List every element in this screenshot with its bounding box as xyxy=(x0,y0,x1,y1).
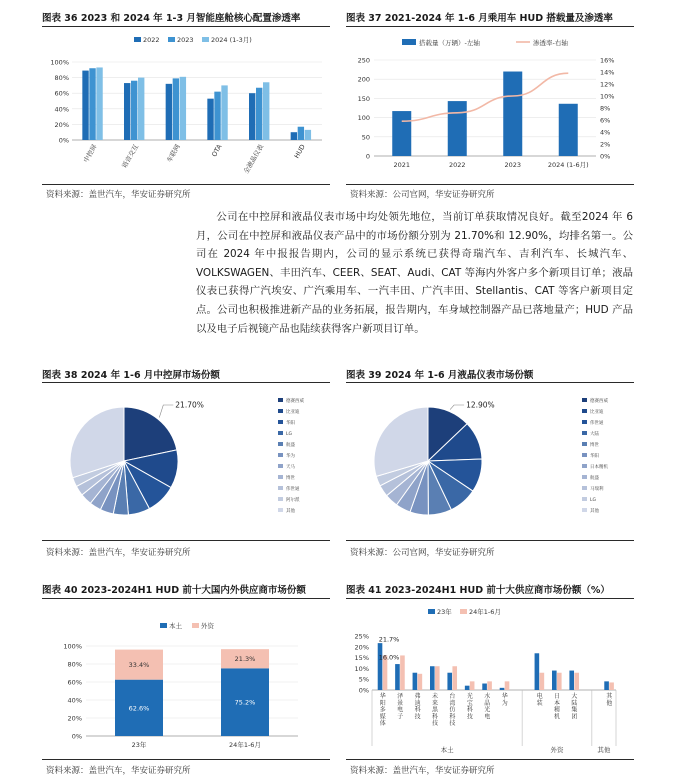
fig41-bar xyxy=(505,681,510,690)
fig36-bar xyxy=(249,93,255,140)
fig40-ytick: 20% xyxy=(67,714,82,723)
fig41-bar xyxy=(557,673,562,690)
fig41-xtick-char-2: 科 xyxy=(466,706,473,714)
fig39-data-label: 12.90% xyxy=(466,400,495,410)
fig41-xtick-char-1: 装 xyxy=(536,699,543,707)
fig41-xtick-char-3: 团 xyxy=(571,713,578,721)
fig38-legend-label: 航盛 xyxy=(286,443,295,448)
fig41-bar xyxy=(378,643,383,690)
fig36-bar xyxy=(298,127,304,140)
fig41-xtick-char-2: 光 xyxy=(484,706,491,714)
fig36-bar xyxy=(263,82,269,140)
fig40-source-rule xyxy=(42,759,330,760)
fig37-title-rule xyxy=(346,26,634,27)
fig38-legend-label: 阿尔派 xyxy=(286,498,300,503)
fig41-bar xyxy=(413,673,418,690)
fig41-xtick-char-2: 多 xyxy=(379,706,386,714)
fig38-legend-label: 比亚迪 xyxy=(286,410,300,415)
fig41-bar xyxy=(418,674,423,690)
fig36-legend-swatch xyxy=(134,37,141,42)
fig38-data-label: 21.70% xyxy=(175,400,204,410)
fig41-bar xyxy=(535,653,540,690)
fig38-legend-swatch xyxy=(278,431,283,435)
fig36-bar xyxy=(82,71,88,140)
fig36-ytick: 60% xyxy=(54,89,69,98)
fig38-title-rule xyxy=(42,382,330,383)
fig41-bar xyxy=(552,671,557,690)
fig41-xtick-char-0: 华 xyxy=(379,693,386,700)
fig36-xtick: OTA xyxy=(210,143,224,159)
fig41-xtick-char-1: 陆 xyxy=(571,699,578,707)
fig41-ytick: 20% xyxy=(354,643,369,652)
fig41-source-rule xyxy=(346,759,634,760)
fig38-legend-swatch xyxy=(278,475,283,479)
fig41-legend-23-label: 23年 xyxy=(437,608,452,616)
fig38-legend-swatch xyxy=(278,420,283,424)
fig39-legend-swatch xyxy=(582,475,587,479)
fig40-xtick: 24年1-6月 xyxy=(229,741,261,749)
fig41-ytick: 25% xyxy=(354,632,369,641)
fig41-bar xyxy=(540,673,545,690)
fig39-title: 图表 39 2024 年 1-6 月液晶仪表市场份额 xyxy=(346,370,534,381)
fig39-legend-label: 博世 xyxy=(590,443,599,448)
fig41-title: 图表 41 2023-2024H1 HUD 前十大供应商市场份额（%） xyxy=(346,585,610,596)
fig41-xtick-char-3: 电 xyxy=(484,713,491,721)
fig36-bar xyxy=(166,84,172,140)
fig36-xtick: 中控屏 xyxy=(81,143,99,164)
fig41-bar xyxy=(487,681,492,690)
fig41-xtick-char-0: 水 xyxy=(484,693,491,700)
fig39-legend-swatch xyxy=(582,508,587,512)
fig41-xtick-char-2: 黑 xyxy=(431,706,439,714)
fig38-legend-swatch xyxy=(278,453,283,457)
fig38-legend-label: LG xyxy=(286,432,292,437)
fig39-legend-swatch xyxy=(582,431,587,435)
fig41-xtick-char-0: 台 xyxy=(449,693,456,700)
fig36-bar xyxy=(138,78,144,140)
fig39-legend-label: 马瑞利 xyxy=(590,487,604,492)
fig36-xtick: 语音交互 xyxy=(120,143,141,170)
fig37-bar xyxy=(559,104,578,156)
fig41-xtick-char-1: 阳 xyxy=(379,699,386,707)
fig41-bar xyxy=(447,673,452,690)
fig39-legend-label: 德赛西威 xyxy=(590,399,608,404)
fig41-xtick-char-3: 机 xyxy=(553,713,561,721)
fig41-title-rule xyxy=(346,598,634,599)
fig37-ytick-right: 10% xyxy=(600,92,615,101)
fig38-legend-swatch xyxy=(278,442,283,446)
fig36-bar xyxy=(96,67,102,140)
fig41-xtick-char-1: 他 xyxy=(606,699,613,707)
fig36-bar xyxy=(291,132,297,140)
fig36-bar xyxy=(180,77,186,140)
fig41-bar xyxy=(569,671,574,690)
fig36-legend-label: 2024 (1-3月) xyxy=(211,36,252,44)
fig37-ytick-right: 4% xyxy=(600,128,611,137)
fig41-ytick: 0% xyxy=(358,686,369,695)
fig41-bar xyxy=(500,688,505,690)
fig39-legend-label: LG xyxy=(590,498,596,503)
fig37-ytick-left: 0 xyxy=(365,152,370,161)
fig39-legend-label: 其他 xyxy=(590,509,599,514)
fig37-legend-bar-label: 搭载量（万辆）-左轴 xyxy=(419,39,480,47)
fig41-xtick-char-2: 集 xyxy=(571,706,578,714)
fig41-xtick-char-1: 来 xyxy=(431,699,439,707)
fig41-xtick-char-0: 电 xyxy=(536,693,543,700)
fig37-chart xyxy=(346,30,636,180)
fig41-data-label: 16.0% xyxy=(378,653,400,662)
fig36-legend-label: 2023 xyxy=(177,36,194,44)
fig36-bar xyxy=(131,81,137,140)
fig41-xtick-char-4: 体 xyxy=(379,720,386,728)
fig41-xtick-char-1: 本 xyxy=(553,699,561,707)
fig39-legend-swatch xyxy=(582,442,587,446)
fig41-group-label: 外资 xyxy=(550,746,564,754)
fig40-ytick: 60% xyxy=(67,678,82,687)
fig36-bar xyxy=(207,99,213,140)
fig37-ytick-left: 150 xyxy=(357,94,370,103)
fig41-xtick-char-1: 晶 xyxy=(484,699,491,707)
fig37-xtick: 2024 (1-6月) xyxy=(547,161,589,169)
fig36-title-rule xyxy=(42,26,330,27)
fig41-xtick-char-3: 技 xyxy=(414,713,421,721)
fig41-bar xyxy=(482,684,487,690)
fig41-xtick-char-2: 精 xyxy=(553,706,561,714)
fig41-bar xyxy=(452,666,457,690)
fig36-bar xyxy=(124,83,130,140)
fig41-xtick-char-2: 电 xyxy=(397,706,404,714)
body-paragraph xyxy=(196,208,633,338)
fig36-source: 资料来源：盖世汽车，华安证券研究所 xyxy=(46,190,191,200)
fig37-xtick: 2022 xyxy=(448,161,466,169)
fig37-xtick: 2021 xyxy=(393,161,411,169)
fig36-ytick: 100% xyxy=(50,58,69,67)
fig37-ytick-right: 2% xyxy=(600,140,611,149)
fig37-ytick-left: 250 xyxy=(357,56,370,65)
fig41-group-label: 本土 xyxy=(440,746,454,754)
fig41-xtick-char-0: 光 xyxy=(466,693,473,700)
fig41-svg xyxy=(346,602,636,757)
fig38-legend-swatch xyxy=(278,398,283,402)
fig36-xtick: 全液晶仪表 xyxy=(242,143,266,176)
fig41-bar xyxy=(574,673,579,690)
fig39-svg xyxy=(346,386,636,536)
fig37-source: 资料来源：公司官网，华安证券研究所 xyxy=(350,190,495,200)
fig41-xtick-char-0: 弗 xyxy=(414,693,421,700)
fig37-legend-line-label: 渗透率-右轴 xyxy=(533,39,568,47)
fig36-bar xyxy=(256,88,262,140)
fig38-legend-label: 华阳 xyxy=(286,421,295,426)
fig41-xtick-char-4: 技 xyxy=(431,720,439,728)
fig36-bar xyxy=(221,85,227,140)
fig36-ytick: 80% xyxy=(54,74,69,83)
fig39-legend-swatch xyxy=(582,486,587,490)
fig39-legend-label: 比亚迪 xyxy=(590,410,604,415)
fig38-legend-label: 博世 xyxy=(286,476,295,481)
fig39-legend-swatch xyxy=(582,464,587,468)
fig36-bar xyxy=(173,78,179,140)
fig41-xtick-char-3: 科 xyxy=(431,713,439,721)
fig41-ytick: 5% xyxy=(358,675,369,684)
fig37-bar xyxy=(448,101,467,156)
fig36-ytick: 20% xyxy=(54,120,69,129)
body-paragraph-text: 公司在中控屏和液晶仪表市场中均处领先地位，当前订单获取情况良好。截至2024 年 6 月，公司在中控屏和液晶仪表产品中的市场份额分别为 21.70%和 12.90%，均排名第一。公司在 2024 年中报报告期内，公司的显示系统已获得奇瑞汽车、吉利汽车、长城汽车、VOLKSWAGEN、丰田汽车、CEER、SEAT、Audi、CAT 等海内外客户多个新项目订单；液晶仪表已获得广汽埃安、广汽乘用车、一汽丰田、广汽丰田、Stellantis、CAT 等客户新项目定点。公司也积极推进新产品的业务拓展，报告期内，车身域控制器产品已落地量产；HUD 产品以及电子后视镜产品也陆续获得客户新项目订单。 xyxy=(196,211,633,335)
fig39-source-rule xyxy=(346,540,634,541)
fig40-svg xyxy=(42,602,332,757)
fig39-legend-label: 大陆 xyxy=(590,432,599,437)
fig40-data-label: 62.6% xyxy=(128,704,150,713)
fig41-bar xyxy=(604,681,609,690)
fig41-bar xyxy=(470,681,475,690)
fig38-chart xyxy=(42,386,332,536)
fig41-xtick-char-0: 其 xyxy=(606,693,613,700)
fig37-ytick-right: 6% xyxy=(600,116,611,125)
fig36-xtick: HUD xyxy=(292,143,307,160)
fig40-title-rule xyxy=(42,598,330,599)
fig41-xtick-char-1: 湾 xyxy=(449,699,456,707)
fig41-xtick-char-2: 科 xyxy=(414,706,421,714)
fig40-ytick: 40% xyxy=(67,696,82,705)
fig41-xtick-char-1: 迪 xyxy=(414,699,421,707)
fig41-xtick-char-3: 科 xyxy=(449,713,456,721)
fig38-source: 资料来源：盖世汽车，华安证券研究所 xyxy=(46,548,191,558)
fig39-legend-swatch xyxy=(582,453,587,457)
fig41-bar xyxy=(609,682,614,690)
fig41-xtick-char-2: 仿 xyxy=(449,706,456,714)
fig40-legend-foreign-label: 外资 xyxy=(201,622,214,630)
fig41-xtick-char-3: 子 xyxy=(397,713,404,721)
fig41-xtick-char-0: 未 xyxy=(431,693,439,700)
fig41-group-label: 其他 xyxy=(597,746,611,754)
fig40-chart xyxy=(42,602,332,757)
fig37-ytick-left: 200 xyxy=(357,75,370,84)
fig41-legend-24-label: 24年1-6月 xyxy=(469,608,501,616)
fig38-source-rule xyxy=(42,540,330,541)
fig37-ytick-right: 14% xyxy=(600,68,615,77)
fig41-data-label: 21.7% xyxy=(378,635,400,644)
fig40-data-label: 33.4% xyxy=(128,661,150,670)
fig39-legend-swatch xyxy=(582,409,587,413)
fig36-bar xyxy=(305,130,311,140)
fig41-xtick-char-4: 技 xyxy=(449,720,456,728)
fig41-bar xyxy=(400,655,405,690)
fig38-legend-label: 其他 xyxy=(286,509,295,514)
fig39-source: 资料来源：公司官网，华安证券研究所 xyxy=(350,548,495,558)
fig41-xtick-char-0: 华 xyxy=(501,693,508,700)
fig41-legend-23-swatch xyxy=(428,609,435,614)
fig36-ytick: 40% xyxy=(54,105,69,114)
fig37-ytick-left: 100 xyxy=(357,114,370,123)
fig39-legend-swatch xyxy=(582,420,587,424)
fig36-legend-swatch xyxy=(168,37,175,42)
fig37-legend-bar-swatch xyxy=(402,39,416,45)
fig36-title: 图表 36 2023 和 2024 年 1-3 月智能座舱核心配置渗透率 xyxy=(42,13,301,24)
fig38-title: 图表 38 2024 年 1-6 月中控屏市场份额 xyxy=(42,370,220,381)
fig37-ytick-right: 0% xyxy=(600,152,611,161)
fig38-legend-label: 德赛西威 xyxy=(286,399,304,404)
fig41-bar xyxy=(395,664,400,690)
fig41-xtick-char-0: 日 xyxy=(553,693,561,700)
fig36-legend-label: 2022 xyxy=(143,36,160,44)
fig39-legend-label: 日本精机 xyxy=(590,465,608,470)
fig40-data-label: 21.3% xyxy=(234,655,256,664)
fig38-legend-swatch xyxy=(278,464,283,468)
fig37-ytick-right: 8% xyxy=(600,104,611,113)
fig41-xtick-char-1: 为 xyxy=(501,699,508,707)
fig40-source: 资料来源：盖世汽车，华安证券研究所 xyxy=(46,766,191,776)
fig39-chart xyxy=(346,386,636,536)
fig40-title: 图表 40 2023-2024H1 HUD 前十大国内外供应商市场份额 xyxy=(42,585,306,596)
fig39-title-rule xyxy=(346,382,634,383)
fig40-data-label: 75.2% xyxy=(234,698,256,707)
fig41-xtick-char-3: 技 xyxy=(466,713,473,721)
fig40-xtick: 23年 xyxy=(131,741,147,749)
fig38-leader-line xyxy=(159,405,173,418)
fig37-bar xyxy=(392,111,411,156)
fig38-legend-label: 天马 xyxy=(286,465,295,470)
fig37-line xyxy=(402,73,569,121)
fig36-ytick: 0% xyxy=(58,136,69,145)
fig39-legend-label: 伟世通 xyxy=(590,421,604,426)
fig41-legend-24-swatch xyxy=(460,609,467,614)
fig37-svg xyxy=(346,30,636,180)
fig37-xtick: 2023 xyxy=(504,161,522,169)
fig40-legend-local-label: 本土 xyxy=(169,622,182,630)
fig36-bar xyxy=(89,68,95,140)
fig36-xtick: 车联网 xyxy=(165,143,182,164)
fig37-ytick-left: 50 xyxy=(361,133,370,142)
fig41-xtick-char-3: 媒 xyxy=(379,713,386,721)
fig37-title: 图表 37 2021-2024 年 1-6 月乘用车 HUD 搭载量及渗透率 xyxy=(346,13,613,24)
fig38-legend-swatch xyxy=(278,409,283,413)
fig40-legend-local-swatch xyxy=(160,623,167,628)
fig39-leader-line xyxy=(450,405,464,410)
fig39-legend-label: 航盛 xyxy=(590,476,599,481)
fig39-legend-swatch xyxy=(582,398,587,402)
fig38-legend-swatch xyxy=(278,486,283,490)
fig41-xtick-char-0: 泽 xyxy=(397,693,404,700)
fig37-ytick-right: 16% xyxy=(600,56,615,65)
fig41-xtick-char-1: 宝 xyxy=(466,699,473,707)
fig41-chart xyxy=(346,602,636,757)
fig36-bar xyxy=(214,92,220,140)
fig38-legend-swatch xyxy=(278,508,283,512)
fig39-legend-swatch xyxy=(582,497,587,501)
fig37-ytick-right: 12% xyxy=(600,80,615,89)
fig41-bar xyxy=(435,666,440,690)
fig37-source-rule xyxy=(346,184,634,185)
fig38-legend-label: 伟世通 xyxy=(286,487,300,492)
fig36-source-rule xyxy=(42,184,330,185)
fig38-legend-swatch xyxy=(278,497,283,501)
fig37-bar xyxy=(503,72,522,156)
fig41-xtick-char-0: 大 xyxy=(571,693,578,700)
fig36-chart xyxy=(42,30,332,180)
fig36-svg xyxy=(42,30,332,180)
fig40-ytick: 100% xyxy=(63,642,82,651)
fig41-xtick-char-1: 景 xyxy=(397,699,404,707)
fig41-source: 资料来源：盖世汽车，华安证券研究所 xyxy=(350,766,495,776)
fig38-legend-label: 华为 xyxy=(286,454,295,459)
fig41-ytick: 15% xyxy=(354,654,369,663)
fig38-svg xyxy=(42,386,332,536)
fig40-ytick: 80% xyxy=(67,660,82,669)
fig39-legend-label: 华阳 xyxy=(590,454,599,459)
fig40-ytick: 0% xyxy=(71,732,82,741)
fig41-bar xyxy=(465,686,470,690)
fig40-legend-foreign-swatch xyxy=(192,623,199,628)
fig36-legend-swatch xyxy=(202,37,209,42)
fig41-bar xyxy=(430,666,435,690)
fig41-ytick: 10% xyxy=(354,664,369,673)
